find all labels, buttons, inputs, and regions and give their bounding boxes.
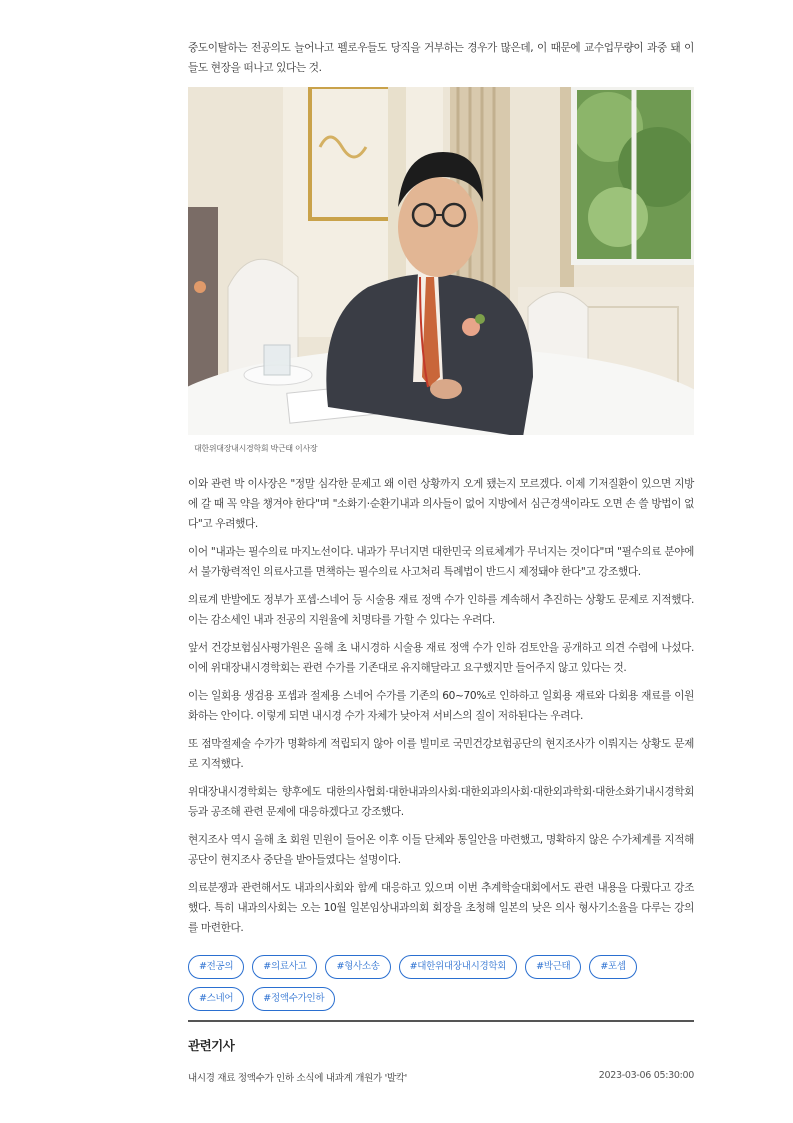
tag-link[interactable]: #포셉 <box>589 955 636 979</box>
article-paragraph: 의료계 반발에도 정부가 포셉·스네어 등 시술용 재료 정액 수가 인하를 계속해서 추진하는 상황도 문제로 지적했다. 이는 감소세인 내과 전공의 지원율에 치명타를 가할 수 있다는 우려다. <box>188 594 694 626</box>
article-paragraph: 중도이탈하는 전공의도 늘어나고 펠로우들도 당직을 거부하는 경우가 많은데, 이 때문에 교수업무량이 과중 돼 이들도 현장을 떠나고 있다는 것. <box>188 42 694 74</box>
related-articles <box>188 1020 694 1084</box>
related-article-headline[interactable]: 내시경 재료 정액수가 인하 소식에 내과계 개원가 '발칵' <box>188 1073 407 1084</box>
article-paragraph: 위대장내시경학회는 향후에도 대한의사협회·대한내과의사회·대한외과의사회·대한외과학회·대한소화기내시경학회 등과 공조해 관련 문제에 대응하겠다고 강조했다. <box>188 786 694 818</box>
photo-caption: 대한위대장내시경학회 박근태 이사장 <box>194 444 318 453</box>
article-paragraph: 이는 일회용 생검용 포셉과 절제용 스네어 수가를 기존의 60~70%로 인하하고 일회용 재료와 다회용 재료를 이원화하는 안이다. 이렇게 되면 내시경 수가 자체가 낮아져 서비스의 질이 저하된다는 우려다. <box>188 690 694 722</box>
article-paragraph: 이어 "내과는 필수의료 마지노선이다. 내과가 무너지면 대한민국 의료체계가 무너지는 것이다"며 "필수의료 분야에서 불가항력적인 의료사고를 면책하는 필수의료 사고처리 특례법이 반드시 제정돼야 한다"고 강조했다. <box>188 546 694 578</box>
article-paragraph: 이와 관련 박 이사장은 "정말 심각한 문제고 왜 이런 상황까지 오게 됐는지 모르겠다. 이제 기저질환이 있으면 지방에 갈 때 꼭 약을 챙겨야 한다"며 "소화기·순환기내과 의사들이 없어 지방에서 심근경색이라도 오면 손 쓸 방법이 없다"고 우려했다. <box>188 478 694 530</box>
article-paragraph: 또 점막절제술 수가가 명확하게 적립되지 않아 이를 빌미로 국민건강보험공단의 현지조사가 이뤄지는 상황도 문제로 지적했다. <box>188 738 694 770</box>
article-paragraph: 현지조사 역시 올해 초 회원 민원이 들어온 이후 이들 단체와 통일안을 마련했고, 명확하지 않은 수가체계를 지적해 공단이 현지조사 중단을 받아들였다는 설명이다. <box>188 834 694 866</box>
related-article-date: 2023-03-06 05:30:00 <box>598 1070 694 1081</box>
tag-link[interactable]: #의료사고 <box>252 955 317 979</box>
tag-link[interactable]: #전공의 <box>188 955 244 979</box>
article-paragraph: 의료분쟁과 관련해서도 내과의사회와 함께 대응하고 있으며 이번 추계학술대회에서도 관련 내용을 다뤘다고 강조했다. 특히 내과의사회는 오는 10월 일본임상내과의회 회장을 초청해 일본의 낮은 의사 형사기소율을 다루는 강의를 마련한다. <box>188 882 694 934</box>
related-article-item[interactable] <box>188 1070 694 1084</box>
tag-link[interactable]: #정액수가인하 <box>252 987 335 1011</box>
tag-list <box>188 955 694 1011</box>
article-body <box>188 38 694 1084</box>
article-photo <box>188 87 694 435</box>
related-articles-heading: 관련기사 <box>188 1038 235 1053</box>
tag-link[interactable]: #대한위대장내시경학회 <box>399 955 517 979</box>
tag-link[interactable]: #박근태 <box>525 955 581 979</box>
article-paragraph: 앞서 건강보험심사평가원은 올해 초 내시경하 시술용 재료 정액 수가 인하 검토안을 공개하고 의견 수렴에 나섰다. 이에 위대장내시경학회는 관련 수가를 기존대로 유지해달라고 요구했지만 들어주지 않고 있다는 것. <box>188 642 694 674</box>
tag-link[interactable]: #형사소송 <box>325 955 390 979</box>
tag-link[interactable]: #스네어 <box>188 987 244 1011</box>
